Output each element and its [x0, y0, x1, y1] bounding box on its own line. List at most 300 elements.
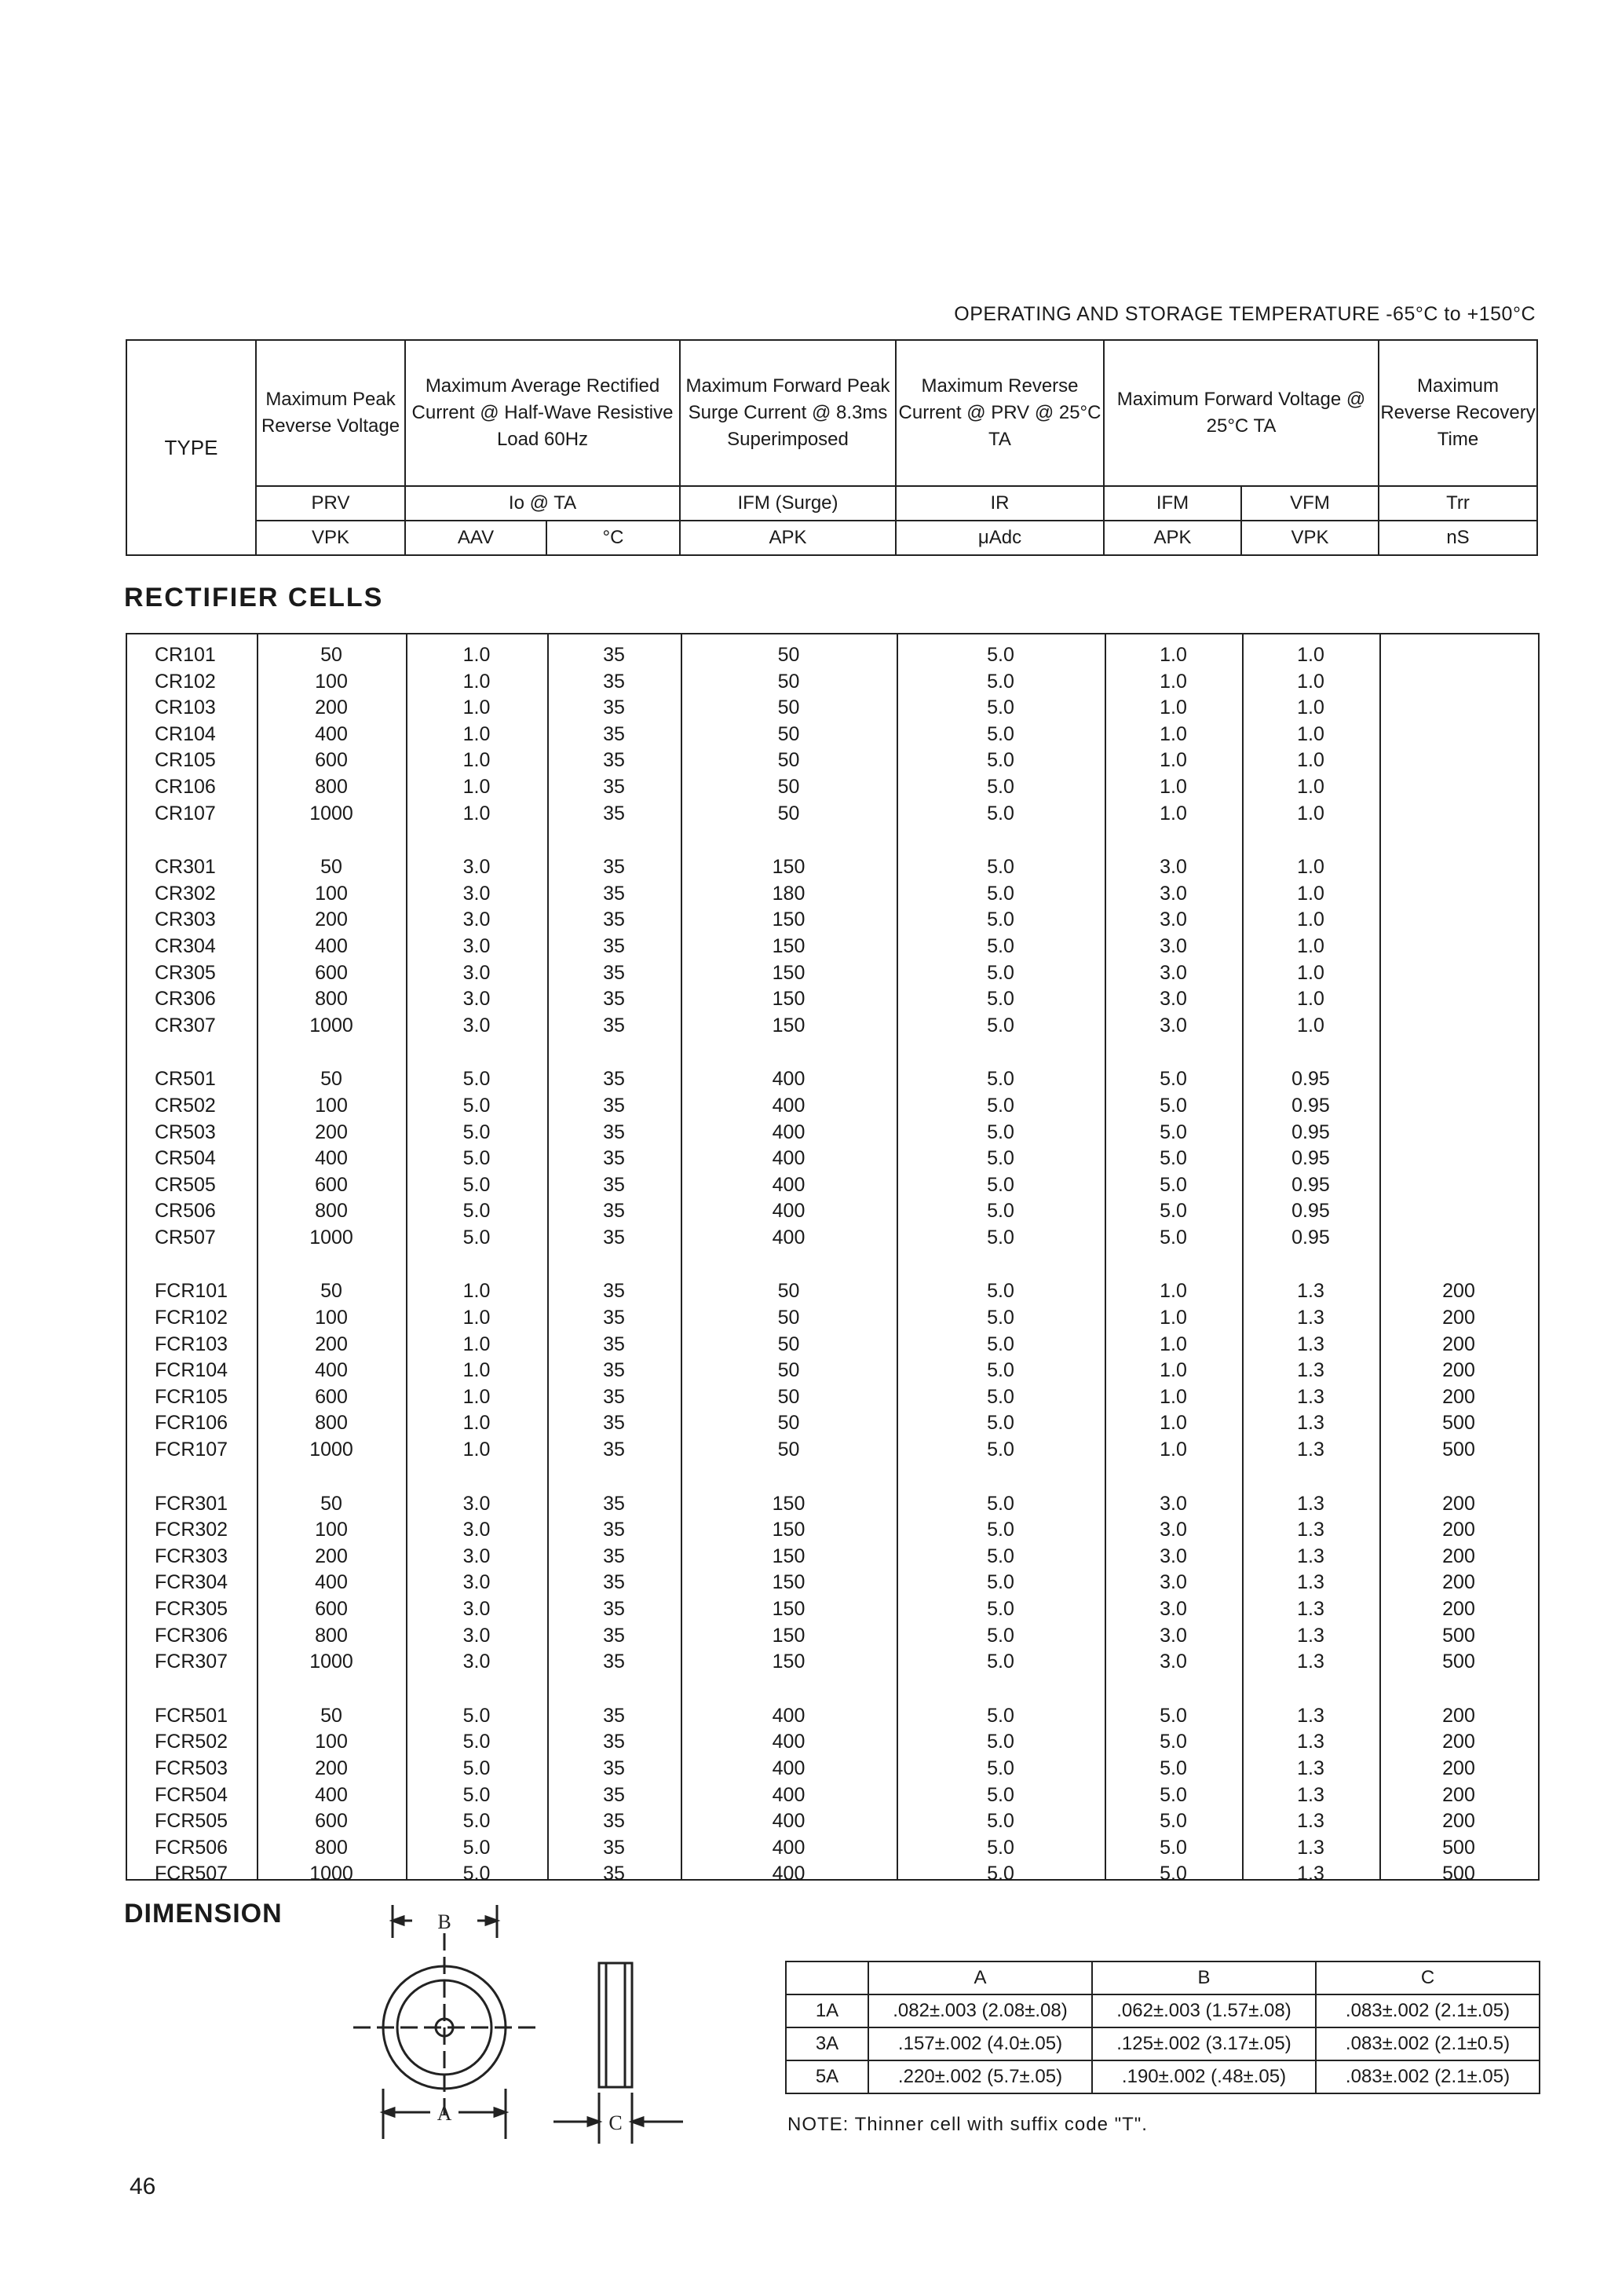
cell-trr: 500 [1442, 1624, 1475, 1647]
cell-temp: 35 [603, 1545, 625, 1567]
cell-vfm: 1.0 [1297, 696, 1324, 719]
cell-type: FCR303 [155, 1545, 228, 1567]
cell-trr: 200 [1442, 1571, 1475, 1594]
cell-type: CR106 [155, 775, 216, 798]
cell-io: 5.0 [462, 1704, 491, 1727]
header-type: TYPE [126, 340, 256, 555]
cell-type: CR303 [155, 909, 216, 931]
cell-io: 3.0 [462, 1624, 491, 1647]
cell-prv: 400 [315, 1147, 348, 1170]
cell-prv: 800 [315, 1412, 348, 1435]
table-row [127, 801, 1538, 828]
cell-ifm-surge: 50 [777, 696, 800, 719]
cell-ifm: 3.0 [1160, 1598, 1187, 1620]
cell-prv: 800 [315, 775, 348, 798]
row-group [127, 854, 1538, 1039]
dim-cell: .083±.002 (2.1±.05) [1316, 2060, 1540, 2093]
cell-ir: 5.0 [987, 1519, 1014, 1541]
cell-temp: 35 [603, 1731, 625, 1753]
cell-type: CR501 [155, 1068, 216, 1091]
cell-temp: 35 [603, 988, 625, 1011]
cell-ifm: 5.0 [1160, 1147, 1187, 1170]
cell-ifm: 1.0 [1160, 749, 1187, 772]
cell-ir: 5.0 [987, 644, 1014, 666]
cell-prv: 1000 [309, 1651, 353, 1673]
cell-ifm-surge: 400 [772, 1757, 806, 1779]
cell-io: 1.0 [462, 775, 491, 798]
cell-ir: 5.0 [987, 1200, 1014, 1223]
cell-vfm: 1.0 [1297, 909, 1324, 931]
cell-ifm: 3.0 [1160, 1624, 1187, 1647]
cell-vfm: 1.0 [1297, 882, 1324, 905]
cell-temp: 35 [603, 1226, 625, 1249]
cell-io: 1.0 [462, 1439, 491, 1461]
cell-ir: 5.0 [987, 1810, 1014, 1833]
cell-io: 3.0 [462, 1492, 491, 1515]
cell-vfm: 1.3 [1297, 1783, 1324, 1806]
cell-ir: 5.0 [987, 1863, 1014, 1885]
cell-type: FCR103 [155, 1333, 228, 1355]
cell-ifm-surge: 150 [772, 1545, 806, 1567]
cell-ifm: 1.0 [1160, 775, 1187, 798]
section-title-rectifier-cells: RECTIFIER CELLS [124, 583, 384, 612]
cell-type: FCR302 [155, 1519, 228, 1541]
symbol-trr: Trr [1379, 486, 1537, 521]
cell-io: 3.0 [462, 1598, 491, 1620]
dim-header-blank [786, 1961, 868, 1994]
cell-temp: 35 [603, 670, 625, 693]
cell-ifm: 1.0 [1160, 670, 1187, 693]
dimension-table [785, 1961, 1540, 2094]
cell-vfm: 1.3 [1297, 1624, 1324, 1647]
cell-temp: 35 [603, 909, 625, 931]
cell-prv: 600 [315, 1173, 348, 1196]
cell-prv: 1000 [309, 1226, 353, 1249]
cell-ir: 5.0 [987, 1385, 1014, 1408]
cell-ifm: 5.0 [1160, 1863, 1187, 1885]
cell-temp: 35 [603, 1333, 625, 1355]
cell-vfm: 1.3 [1297, 1810, 1324, 1833]
header-max-forward-surge-current: Maximum Forward Peak Surge Current @ 8.3ms Superimposed [680, 340, 896, 486]
cell-temp: 35 [603, 1783, 625, 1806]
cell-temp: 35 [603, 1651, 625, 1673]
cell-temp: 35 [603, 882, 625, 905]
cell-type: CR504 [155, 1147, 216, 1170]
unit-apk-forward: APK [1104, 521, 1241, 555]
symbol-ifm-surge: IFM (Surge) [680, 486, 896, 521]
table-row [127, 774, 1538, 801]
cell-ifm: 5.0 [1160, 1704, 1187, 1727]
unit-apk: APK [680, 521, 896, 555]
cell-io: 3.0 [462, 856, 491, 879]
cell-prv: 100 [315, 1307, 348, 1329]
table-row [127, 1570, 1538, 1596]
cell-type: FCR502 [155, 1731, 228, 1753]
cell-io: 5.0 [462, 1068, 491, 1091]
cell-ifm-surge: 50 [777, 1280, 800, 1303]
unit-celsius: °C [546, 521, 680, 555]
table-row [127, 1861, 1538, 1888]
cell-temp: 35 [603, 1571, 625, 1594]
cell-ifm-surge: 50 [777, 749, 800, 772]
cell-ifm-surge: 400 [772, 1783, 806, 1806]
cell-type: FCR506 [155, 1836, 228, 1859]
label-c: C [608, 2111, 623, 2134]
cell-ifm-surge: 400 [772, 1226, 806, 1249]
cell-ifm: 3.0 [1160, 1651, 1187, 1673]
cell-ifm-surge: 150 [772, 1651, 806, 1673]
cell-ir: 5.0 [987, 1624, 1014, 1647]
row-group [127, 1491, 1538, 1676]
cell-vfm: 1.3 [1297, 1836, 1324, 1859]
cell-ir: 5.0 [987, 1651, 1014, 1673]
cell-ifm: 1.0 [1160, 1333, 1187, 1355]
cell-io: 5.0 [462, 1783, 491, 1806]
cell-trr: 200 [1442, 1757, 1475, 1779]
table-row [127, 1093, 1538, 1120]
cell-prv: 100 [315, 882, 348, 905]
cell-type: CR103 [155, 696, 216, 719]
cell-type: CR507 [155, 1226, 216, 1249]
cell-temp: 35 [603, 1863, 625, 1885]
cell-ifm-surge: 400 [772, 1147, 806, 1170]
cell-ir: 5.0 [987, 749, 1014, 772]
cell-vfm: 1.0 [1297, 749, 1324, 772]
cell-type: CR102 [155, 670, 216, 693]
table-row [127, 1517, 1538, 1544]
cell-temp: 35 [603, 1280, 625, 1303]
cell-ifm-surge: 150 [772, 961, 806, 984]
cell-ifm-surge: 50 [777, 1412, 800, 1435]
cell-prv: 200 [315, 1757, 348, 1779]
cell-io: 5.0 [462, 1731, 491, 1753]
cell-trr: 500 [1442, 1651, 1475, 1673]
cell-io: 1.0 [462, 644, 491, 666]
table-row [127, 1491, 1538, 1518]
cell-prv: 600 [315, 1810, 348, 1833]
cell-ir: 5.0 [987, 909, 1014, 931]
table-row [127, 1225, 1538, 1252]
cell-type: FCR505 [155, 1810, 228, 1833]
cell-io: 5.0 [462, 1757, 491, 1779]
cell-prv: 400 [315, 1571, 348, 1594]
cell-type: CR304 [155, 934, 216, 957]
cell-ir: 5.0 [987, 856, 1014, 879]
unit-vpk-forward: VPK [1241, 521, 1379, 555]
label-a: A [437, 2102, 452, 2125]
table-row [127, 669, 1538, 696]
cell-temp: 35 [603, 1624, 625, 1647]
cell-io: 5.0 [462, 1863, 491, 1885]
cell-type: CR101 [155, 644, 216, 666]
table-row [127, 1384, 1538, 1411]
table-row [127, 1729, 1538, 1756]
dim-header-c: C [1316, 1961, 1540, 1994]
table-row [127, 1146, 1538, 1172]
table-row [127, 1278, 1538, 1305]
cell-temp: 35 [603, 1836, 625, 1859]
cell-vfm: 1.0 [1297, 775, 1324, 798]
cell-ifm-surge: 50 [777, 1359, 800, 1382]
cell-type: CR105 [155, 749, 216, 772]
cell-ifm-surge: 150 [772, 1624, 806, 1647]
cell-trr: 500 [1442, 1836, 1475, 1859]
cell-io: 1.0 [462, 722, 491, 745]
cell-ir: 5.0 [987, 722, 1014, 745]
cell-trr: 500 [1442, 1439, 1475, 1461]
cell-ifm: 1.0 [1160, 802, 1187, 824]
cell-trr: 200 [1442, 1704, 1475, 1727]
cell-vfm: 1.0 [1297, 856, 1324, 879]
cell-ir: 5.0 [987, 1147, 1014, 1170]
cell-io: 5.0 [462, 1836, 491, 1859]
page-number: 46 [130, 2174, 156, 2199]
rectifier-cells-table [126, 633, 1540, 1885]
cell-prv: 1000 [309, 802, 353, 824]
cell-type: FCR305 [155, 1598, 228, 1620]
table-row [127, 1198, 1538, 1225]
cell-temp: 35 [603, 1598, 625, 1620]
cell-ir: 5.0 [987, 1307, 1014, 1329]
row-group [127, 1278, 1538, 1463]
cell-ifm: 3.0 [1160, 909, 1187, 931]
row-group [127, 634, 1538, 827]
cell-ir: 5.0 [987, 1492, 1014, 1515]
cell-prv: 1000 [309, 1014, 353, 1036]
table-body [127, 634, 1538, 1915]
dim-header-a: A [868, 1961, 1092, 1994]
table-row [127, 642, 1538, 669]
cell-ir: 5.0 [987, 1226, 1014, 1249]
cell-ir: 5.0 [987, 1412, 1014, 1435]
cell-ir: 5.0 [987, 1121, 1014, 1143]
cell-vfm: 1.3 [1297, 1492, 1324, 1515]
cell-type: CR502 [155, 1094, 216, 1117]
cell-vfm: 1.3 [1297, 1280, 1324, 1303]
cell-vfm: 1.0 [1297, 961, 1324, 984]
cell-prv: 100 [315, 1731, 348, 1753]
cell-vfm: 1.0 [1297, 802, 1324, 824]
cell-type: CR302 [155, 882, 216, 905]
cell-ifm: 1.0 [1160, 644, 1187, 666]
cell-ifm-surge: 400 [772, 1200, 806, 1223]
cell-prv: 200 [315, 1121, 348, 1143]
cell-io: 3.0 [462, 961, 491, 984]
cell-prv: 1000 [309, 1863, 353, 1885]
cell-temp: 35 [603, 1094, 625, 1117]
cell-trr: 200 [1442, 1492, 1475, 1515]
cell-ifm-surge: 400 [772, 1810, 806, 1833]
cell-ir: 5.0 [987, 696, 1014, 719]
cell-ifm: 5.0 [1160, 1173, 1187, 1196]
cell-ifm-surge: 180 [772, 882, 806, 905]
cell-temp: 35 [603, 1147, 625, 1170]
cell-ifm: 5.0 [1160, 1121, 1187, 1143]
cell-temp: 35 [603, 1068, 625, 1091]
cell-prv: 200 [315, 696, 348, 719]
cell-type: FCR107 [155, 1439, 228, 1461]
cell-ifm: 3.0 [1160, 988, 1187, 1011]
dim-cell: .062±.003 (1.57±.08) [1092, 1994, 1316, 2027]
cell-type: CR104 [155, 722, 216, 745]
cell-ifm: 1.0 [1160, 722, 1187, 745]
unit-uadc: μAdc [896, 521, 1104, 555]
cell-io: 1.0 [462, 1385, 491, 1408]
cell-io: 3.0 [462, 1014, 491, 1036]
dim-row-3a [786, 2027, 1540, 2060]
cell-ifm: 3.0 [1160, 1014, 1187, 1036]
cell-temp: 35 [603, 1200, 625, 1223]
cell-prv: 200 [315, 909, 348, 931]
cell-type: CR107 [155, 802, 216, 824]
cell-ir: 5.0 [987, 1731, 1014, 1753]
cell-vfm: 0.95 [1291, 1173, 1330, 1196]
cell-temp: 35 [603, 1519, 625, 1541]
cell-temp: 35 [603, 1121, 625, 1143]
cell-ifm: 1.0 [1160, 1280, 1187, 1303]
cell-temp: 35 [603, 1810, 625, 1833]
cell-ifm: 3.0 [1160, 1492, 1187, 1515]
cell-temp: 35 [603, 1492, 625, 1515]
table-row [127, 1808, 1538, 1835]
header-max-average-rectified-current: Maximum Average Rectified Current @ Half-Wave Resistive Load 60Hz [405, 340, 680, 486]
cell-ir: 5.0 [987, 882, 1014, 905]
cell-ifm-surge: 50 [777, 775, 800, 798]
cell-io: 5.0 [462, 1226, 491, 1249]
cell-io: 1.0 [462, 1333, 491, 1355]
cell-ifm: 5.0 [1160, 1226, 1187, 1249]
cell-type: FCR301 [155, 1492, 228, 1515]
cell-vfm: 0.95 [1291, 1068, 1330, 1091]
cell-type: FCR101 [155, 1280, 228, 1303]
cell-ifm-surge: 400 [772, 1863, 806, 1885]
table-row [127, 1410, 1538, 1437]
cell-vfm: 1.3 [1297, 1359, 1324, 1382]
cell-prv: 50 [320, 1704, 342, 1727]
dim-cell: .083±.002 (2.1±0.5) [1316, 2027, 1540, 2060]
table-row [127, 881, 1538, 908]
dim-row-5a [786, 2060, 1540, 2093]
cell-io: 1.0 [462, 1280, 491, 1303]
cell-prv: 400 [315, 934, 348, 957]
cell-vfm: 1.0 [1297, 644, 1324, 666]
cell-ir: 5.0 [987, 775, 1014, 798]
cell-ifm-surge: 400 [772, 1731, 806, 1753]
cell-ifm: 5.0 [1160, 1836, 1187, 1859]
cell-ir: 5.0 [987, 1836, 1014, 1859]
cell-ifm: 1.0 [1160, 1307, 1187, 1329]
table-row [127, 1782, 1538, 1809]
cell-vfm: 1.0 [1297, 934, 1324, 957]
cell-ifm: 3.0 [1160, 856, 1187, 879]
cell-vfm: 1.0 [1297, 722, 1324, 745]
table-row [127, 1332, 1538, 1358]
cell-ir: 5.0 [987, 802, 1014, 824]
cell-ifm: 5.0 [1160, 1810, 1187, 1833]
cell-trr: 500 [1442, 1863, 1475, 1885]
unit-ns: nS [1379, 521, 1537, 555]
cell-type: CR306 [155, 988, 216, 1011]
dim-cell: .082±.003 (2.08±.08) [868, 1994, 1092, 2027]
cell-ifm-surge: 400 [772, 1173, 806, 1196]
cell-vfm: 1.3 [1297, 1731, 1324, 1753]
cell-temp: 35 [603, 802, 625, 824]
cell-type: CR307 [155, 1014, 216, 1036]
cell-prv: 400 [315, 1359, 348, 1382]
cell-temp: 35 [603, 934, 625, 957]
cell-ifm: 3.0 [1160, 882, 1187, 905]
cell-temp: 35 [603, 1173, 625, 1196]
cell-ifm-surge: 400 [772, 1094, 806, 1117]
cell-vfm: 1.3 [1297, 1757, 1324, 1779]
cell-ifm-surge: 50 [777, 722, 800, 745]
cell-prv: 50 [320, 644, 342, 666]
cell-prv: 1000 [309, 1439, 353, 1461]
cell-ifm-surge: 150 [772, 1598, 806, 1620]
cell-ifm: 1.0 [1160, 696, 1187, 719]
cell-ifm: 5.0 [1160, 1783, 1187, 1806]
cell-vfm: 1.3 [1297, 1439, 1324, 1461]
cell-ifm: 5.0 [1160, 1757, 1187, 1779]
cell-ifm: 3.0 [1160, 1571, 1187, 1594]
cell-vfm: 1.3 [1297, 1519, 1324, 1541]
table-row [127, 1120, 1538, 1146]
cell-io: 1.0 [462, 696, 491, 719]
cell-io: 3.0 [462, 988, 491, 1011]
table-row [127, 1358, 1538, 1384]
cell-ifm-surge: 400 [772, 1068, 806, 1091]
cell-io: 3.0 [462, 1519, 491, 1541]
cell-temp: 35 [603, 644, 625, 666]
cell-type: FCR106 [155, 1412, 228, 1435]
cell-io: 5.0 [462, 1173, 491, 1196]
symbol-vfm: VFM [1241, 486, 1379, 521]
cell-prv: 100 [315, 670, 348, 693]
cell-io: 1.0 [462, 802, 491, 824]
cell-vfm: 1.3 [1297, 1545, 1324, 1567]
cell-type: FCR507 [155, 1863, 228, 1885]
cell-ifm: 5.0 [1160, 1731, 1187, 1753]
cell-vfm: 1.3 [1297, 1307, 1324, 1329]
cell-vfm: 1.3 [1297, 1704, 1324, 1727]
dim-row-1a [786, 1994, 1540, 2027]
cell-io: 3.0 [462, 1545, 491, 1567]
cell-ifm-surge: 50 [777, 1385, 800, 1408]
cell-vfm: 1.0 [1297, 1014, 1324, 1036]
table-row [127, 1544, 1538, 1570]
cell-ifm-surge: 400 [772, 1704, 806, 1727]
cell-ifm: 3.0 [1160, 1545, 1187, 1567]
cell-ir: 5.0 [987, 1571, 1014, 1594]
table-row [127, 1835, 1538, 1862]
cell-ir: 5.0 [987, 1173, 1014, 1196]
cell-ifm-surge: 50 [777, 802, 800, 824]
cell-trr: 200 [1442, 1810, 1475, 1833]
cell-trr: 200 [1442, 1307, 1475, 1329]
cell-ir: 5.0 [987, 1333, 1014, 1355]
cell-ir: 5.0 [987, 1439, 1014, 1461]
cell-ir: 5.0 [987, 1757, 1014, 1779]
cell-temp: 35 [603, 856, 625, 879]
dimension-note: NOTE: Thinner cell with suffix code "T". [787, 2114, 1148, 2135]
cell-ifm-surge: 50 [777, 1333, 800, 1355]
cell-vfm: 1.3 [1297, 1412, 1324, 1435]
cell-ifm-surge: 150 [772, 1014, 806, 1036]
cell-io: 1.0 [462, 749, 491, 772]
cell-ifm-surge: 50 [777, 670, 800, 693]
cell-prv: 50 [320, 1280, 342, 1303]
cell-io: 3.0 [462, 882, 491, 905]
